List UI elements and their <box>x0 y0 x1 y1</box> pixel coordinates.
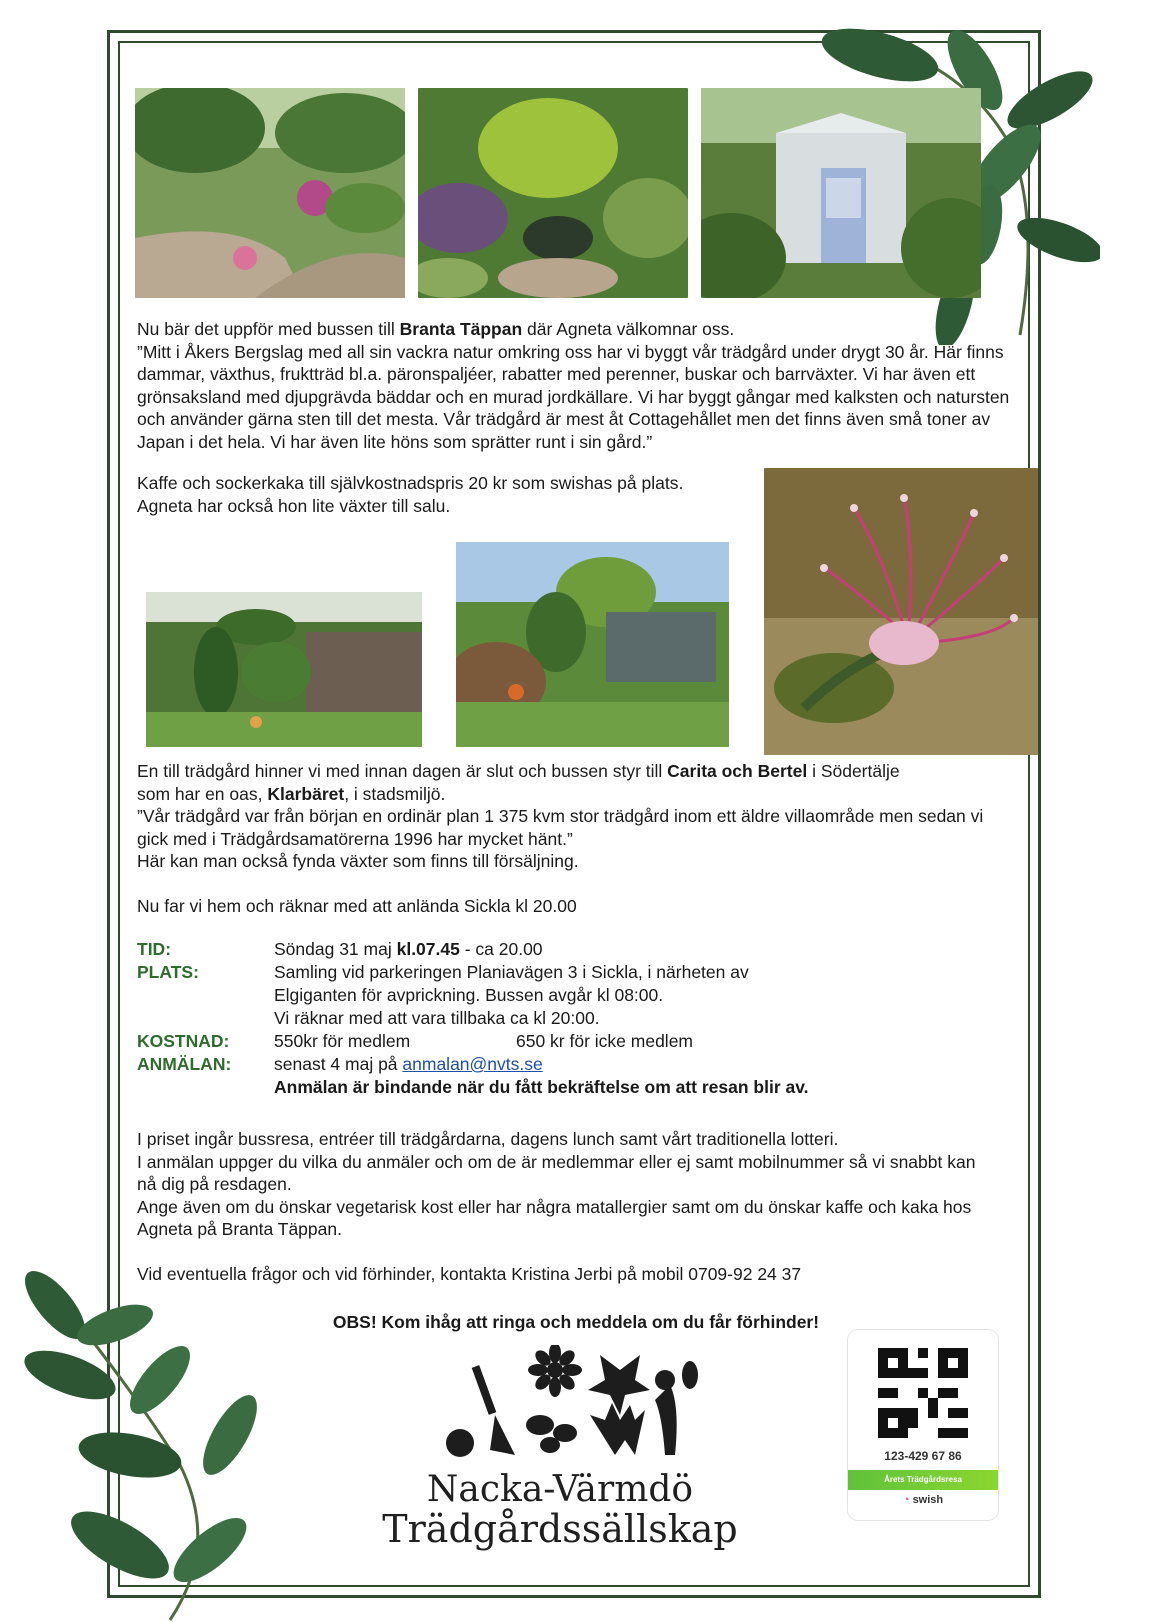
tid-end: - ca 20.00 <box>459 939 543 959</box>
intro-line <box>137 318 1017 341</box>
value-plats-2: Elgiganten för avprickning. Bussen avgår kl 08:00. <box>274 985 664 1005</box>
sale-text: Här kan man också fynda växter som finns till försäljning. <box>137 851 579 871</box>
tid-date: Söndag 31 maj <box>274 939 397 959</box>
garden-photo-pond <box>418 88 688 298</box>
society-logo-icon <box>440 1345 710 1465</box>
garden-name-branta-tappan: Branta Täppan <box>399 319 523 339</box>
value-plats-3: Vi räknar med att vara tillbaka ca kl 20:00. <box>274 1008 600 1028</box>
coffee-text: Kaffe och sockerkaka till självkostnadspris 20 kr som swishas på plats. <box>137 473 684 493</box>
plants-text: Agneta har också hon lite växter till salu. <box>137 495 451 516</box>
swish-brand <box>848 1494 998 1506</box>
garden-photo-greenhouse <box>701 88 981 298</box>
diet-info: Ange även om du önskar vegetarisk kost eller har några matallergier samt om du önskar kaffe och kaka hos Agneta på Branta Täppan. <box>137 1196 972 1239</box>
society-name-line-1: Nacka-Värmdö <box>426 1469 694 1510</box>
price-included: I priset ingår bussresa, entréer till trädgårdarna, dagens lunch samt vårt traditionella lotteri. <box>137 1129 839 1149</box>
garden-name-klarbaret: Klarbäret <box>267 783 345 804</box>
value-kostnad-non-member: 650 kr för icke medlem <box>516 1031 694 1051</box>
intro-suffix: där Agneta välkomnar oss. <box>522 319 735 339</box>
swish-caption: Årets Trädgårdsresa <box>848 1470 998 1490</box>
intro-section <box>137 318 1017 453</box>
footer-section <box>137 1128 982 1285</box>
qr-code-icon <box>878 1348 968 1438</box>
second-line-2 <box>137 783 1007 806</box>
intro-quote: ”Mitt i Åkers Bergslag med all sin vackra natur omkring oss har vi byggt vår trädgård under drygt 30 år. Här finns dammar, växthus, fruktträd bl.a. päronspaljéer, rabatter med perenner, buskar och barrväxter. Vi har även ett grönsaksland med djupgrävda bäddar och en murad jordkällare. Vi har byggt gångar med kalksten och natursten och använder gärna sten till det mesta. Vår trädgård är mest åt Cottagehållet men det finns även små toner av Japan i det hela. Vi har även lite höns som sprätter runt i sin gård.” <box>137 341 1010 452</box>
society-name-line-2: Trädgårdssällskap <box>382 1507 738 1551</box>
flower-closeup-photo <box>764 468 1038 755</box>
second-text-a: En till trädgård hinner vi med innan dagen är slut och bussen styr till <box>137 761 668 781</box>
obs-notice: OBS! Kom ihåg att ringa och meddela om du får förhinder! <box>332 1312 820 1332</box>
second-text-c: i Södertälje <box>807 761 900 781</box>
second-text-e: , i stadsmiljö. <box>344 783 446 804</box>
email-link[interactable]: anmalan@nvts.se <box>402 1054 543 1074</box>
label-kostnad: KOSTNAD: <box>137 1031 230 1051</box>
home-text: Nu far vi hem och räknar med att anlända Sickla kl 20.00 <box>137 895 577 916</box>
second-text-d: som har en oas, <box>137 783 268 804</box>
swish-qr-card[interactable] <box>848 1330 998 1520</box>
second-quote: ”Vår trädgård var från början en ordinär plan 1 375 kvm stor trädgård inom ett äldre villaområde men sedan vi gick med i Trädgårdsamatörerna 1996 har mycket hänt.” <box>137 806 984 849</box>
value-tid <box>274 939 543 960</box>
intro-prefix: Nu bär det uppför med bussen till <box>137 319 400 339</box>
second-garden-section <box>137 760 1007 917</box>
garden-photo-topiary <box>146 592 422 747</box>
intro-extra <box>137 472 737 517</box>
binding-notice: Anmälan är bindande när du fått bekräftelse om att resan blir av. <box>274 1077 809 1097</box>
tid-start: kl.07.45 <box>396 939 460 959</box>
second-line-1 <box>137 760 1007 783</box>
contact-info: Vid eventuella frågor och vid förhinder, kontakta Kristina Jerbi på mobil 0709-92 24 37 <box>137 1263 802 1284</box>
swish-logo-icon: ◔ <box>902 1494 910 1506</box>
label-plats: PLATS: <box>137 962 199 982</box>
registration-info: I anmälan uppger du vilka du anmäler och om de är medlemmar eller ej samt mobilnummer så vi snabbt kan nå dig på resdagen. <box>137 1151 976 1194</box>
anmalan-deadline: senast 4 maj på <box>274 1054 403 1074</box>
value-plats-1: Samling vid parkeringen Planiavägen 3 i Sickla, i närheten av <box>274 962 749 982</box>
value-anmalan <box>274 1054 543 1075</box>
garden-photo-shed <box>456 542 729 747</box>
swish-number: 123-429 67 86 <box>884 1449 962 1463</box>
garden-photo-stone-path <box>135 88 405 298</box>
hosts-carita-bertel: Carita och Bertel <box>667 761 808 781</box>
swish-brand-label: swish <box>912 1494 944 1506</box>
label-anmalan: ANMÄLAN: <box>137 1054 232 1074</box>
value-kostnad-member: 550kr för medlem <box>274 1031 411 1051</box>
label-tid: TID: <box>137 939 172 959</box>
